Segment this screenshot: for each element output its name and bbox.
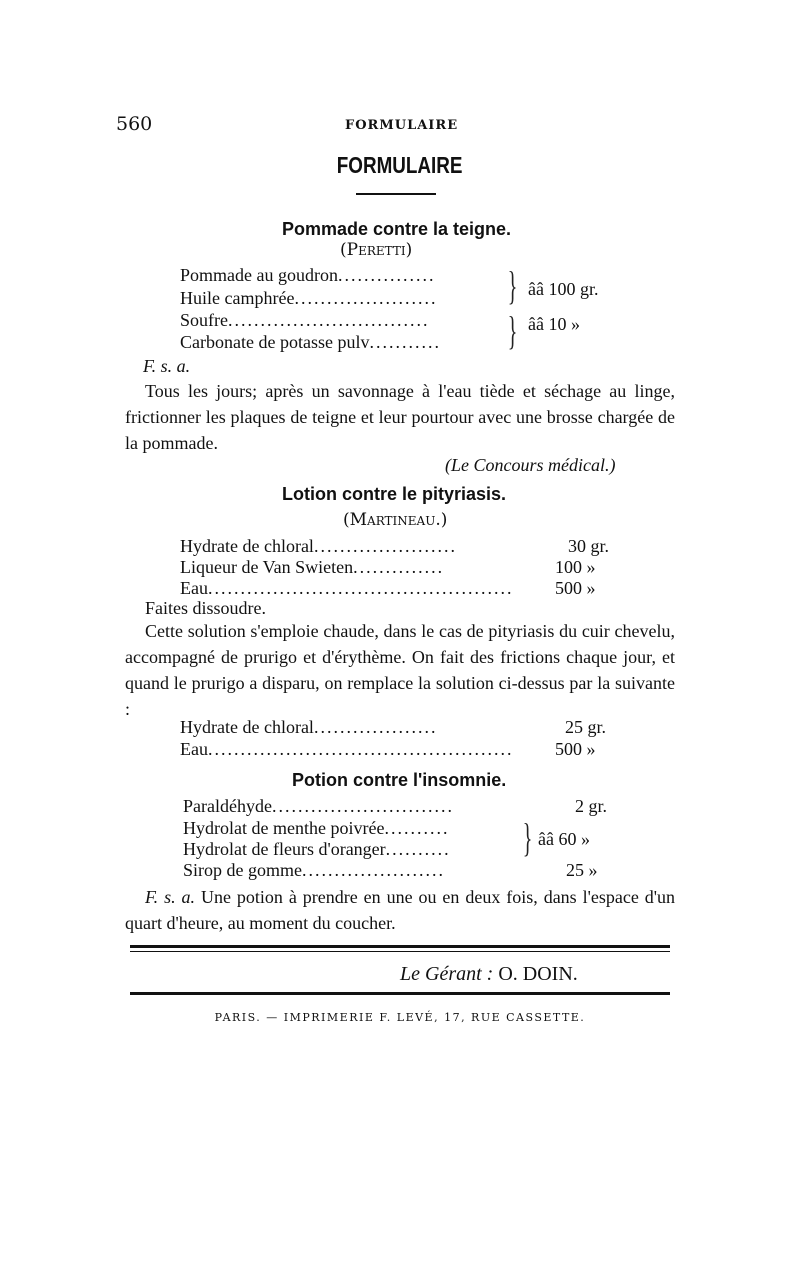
leader-dots: ................... (313, 717, 438, 737)
ingredient-quantity: 500 » (555, 739, 596, 759)
fsa-label: F. s. a. (143, 356, 191, 376)
recipe-author: (Martineau.) (343, 510, 448, 530)
recipe-title: Pommade contre la teigne. (282, 219, 512, 239)
recipe-text: Tous les jours; après un savonnage à l'eau tiède et séchage au linge, frictionner les plaques de teigne et leur pourtour avec une brosse chargée de la pommade. (125, 381, 675, 453)
ingredient-line (183, 839, 451, 860)
leader-dots: ...................... (294, 288, 438, 308)
ingredient-name: Huile camphrée (180, 288, 295, 308)
ingredient-line (180, 717, 437, 738)
title-rule (356, 193, 436, 195)
recipe-text (125, 884, 675, 936)
recipe-text: Cette solution s'emploie chaude, dans le cas de pityriasis du cuir chevelu, accompagné de prurigo et d'érythème. On fait des frictions chaque jour, et quand le prurigo a disparu, on remplace la solution ci-dessus par la suivante : (125, 621, 675, 719)
ingredient-line (180, 288, 437, 309)
ingredient-line (180, 578, 513, 599)
footer-rule (130, 951, 670, 952)
leader-dots: .......... (385, 839, 451, 859)
ingredient-quantity: 25 » (566, 860, 598, 880)
ingredient-name: Carbonate de potasse pulv (180, 332, 370, 352)
ingredient-name: Paraldéhyde (183, 796, 272, 816)
footer-rule (130, 945, 670, 948)
leader-dots: ............................................... (207, 739, 514, 759)
recipe-text-body: Une potion à prendre en une ou en deux fois, dans l'espace d'un quart d'heure, au moment du coucher. (125, 887, 675, 933)
brace-icon: } (522, 815, 533, 860)
leader-dots: .............. (353, 557, 445, 577)
ingredient-name: Hydrolat de menthe poivrée (183, 818, 385, 838)
leader-dots: ............... (337, 265, 436, 285)
instruction-text: Faites dissoudre. (145, 598, 266, 618)
leader-dots: ............................................... (207, 578, 514, 598)
ingredient-quantity: 100 » (555, 557, 596, 577)
ingredient-line (183, 796, 454, 817)
ingredient-quantity: 30 gr. (568, 536, 610, 556)
footer-rule (130, 992, 670, 995)
recipe-title: Lotion contre le pityriasis. (282, 484, 507, 504)
brace-icon: } (507, 263, 518, 308)
ingredient-name: Soufre (180, 310, 228, 330)
gerant-label: Le Gérant : (400, 963, 494, 985)
ingredient-name: Liqueur de Van Swieten (180, 557, 354, 577)
ingredient-quantity: 500 » (555, 578, 596, 598)
gerant-line (400, 963, 578, 986)
group-quantity: ââ 60 » (538, 829, 590, 849)
ingredient-line (180, 310, 430, 331)
ingredient-quantity: 2 gr. (575, 796, 608, 816)
group-quantity: ââ 100 gr. (528, 279, 599, 299)
page-number: 560 (116, 113, 153, 135)
ingredient-name: Pommade au goudron (180, 265, 338, 285)
ingredient-line (180, 557, 444, 578)
group-quantity: ââ 10 » (528, 314, 580, 334)
ingredient-name: Hydrolat de fleurs d'oranger (183, 839, 386, 859)
ingredient-line (180, 739, 513, 760)
ingredient-name: Hydrate de chloral (180, 717, 314, 737)
leader-dots: ............................ (271, 796, 454, 816)
recipe-author: (Peretti) (340, 240, 413, 260)
leader-dots: ............................... (228, 310, 430, 330)
printer-line: PARIS. — IMPRIMERIE F. LEVÉ, 17, RUE CASSETTE. (214, 1011, 586, 1024)
leader-dots: ........... (369, 332, 441, 352)
ingredient-name: Eau (180, 739, 208, 759)
ingredient-line (180, 536, 457, 557)
ingredient-name: Eau (180, 578, 208, 598)
brace-icon: } (507, 308, 518, 353)
fsa-label: F. s. a. (145, 887, 196, 907)
leader-dots: ...................... (302, 860, 445, 880)
ingredient-line (180, 265, 435, 286)
source-citation: (Le Concours médical.) (445, 455, 616, 475)
ingredient-line (183, 818, 449, 839)
leader-dots: .......... (384, 818, 450, 838)
section-title: FORMULAIRE (336, 152, 463, 178)
ingredient-line (183, 860, 445, 881)
ingredient-name: Hydrate de chloral (180, 536, 314, 556)
gerant-name: O. DOIN. (498, 963, 578, 985)
recipe-title: Potion contre l'insomnie. (292, 770, 507, 790)
ingredient-name: Sirop de gomme (183, 860, 302, 880)
ingredient-line (180, 332, 441, 353)
running-title: FORMULAIRE (345, 118, 459, 133)
ingredient-quantity: 25 gr. (565, 717, 607, 737)
leader-dots: ...................... (313, 536, 457, 556)
